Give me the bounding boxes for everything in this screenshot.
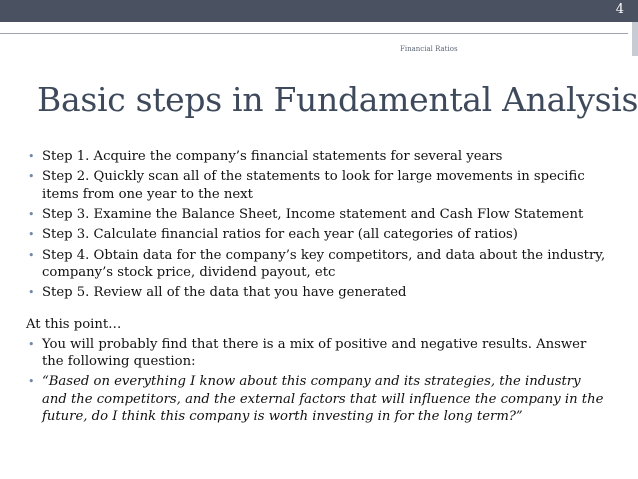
list-item	[26, 206, 606, 223]
bullet-icon: •	[28, 337, 35, 351]
step-text: Step 2. Quickly scan all of the statements to look for large movements in specific items from one year to the next	[42, 169, 585, 202]
conclusion-intro: At this point…	[26, 316, 122, 332]
slide-title: Basic steps in Fundamental Analysis	[37, 80, 638, 119]
top-bar	[0, 0, 638, 22]
list-item	[26, 336, 606, 370]
list-item	[26, 284, 606, 301]
bullet-icon: •	[28, 286, 35, 300]
steps-list	[26, 148, 606, 302]
conclusion-quote: “Based on everything I know about this company and its strategies, the industry and the competitors, and the external factors that will influence the company in the future, do I think this company is worth investing in for the long term?”	[42, 374, 604, 424]
list-item	[26, 148, 606, 165]
list-item	[26, 226, 606, 243]
step-text: Step 3. Calculate financial ratios for each year (all categories of ratios)	[42, 227, 518, 243]
bullet-icon: •	[28, 228, 35, 242]
header-accent-strip	[632, 22, 638, 56]
conclusion-point: You will probably find that there is a mix of positive and negative results. Answer the following question:	[42, 336, 587, 369]
bullet-icon: •	[28, 375, 35, 389]
slide-number: 4	[615, 2, 624, 17]
bullet-icon: •	[28, 150, 35, 163]
step-text: Step 5. Review all of the data that you have generated	[42, 285, 407, 301]
step-text: Step 3. Examine the Balance Sheet, Income statement and Cash Flow Statement	[42, 206, 584, 222]
list-item	[26, 168, 606, 202]
slide-content	[26, 148, 606, 428]
bullet-icon: •	[28, 170, 35, 184]
bullet-icon: •	[28, 248, 35, 262]
bullet-icon: •	[28, 207, 35, 221]
step-text: Step 1. Acquire the company’s financial statements for several years	[42, 149, 503, 164]
list-item	[26, 373, 606, 425]
conclusion-list	[26, 336, 606, 425]
header-divider	[0, 33, 628, 34]
step-text: Step 4. Obtain data for the company’s key competitors, and data about the industry, company’s stock price, dividend payout, etc	[42, 247, 606, 280]
list-item	[26, 247, 606, 281]
header-label: Financial Ratios	[400, 45, 458, 53]
